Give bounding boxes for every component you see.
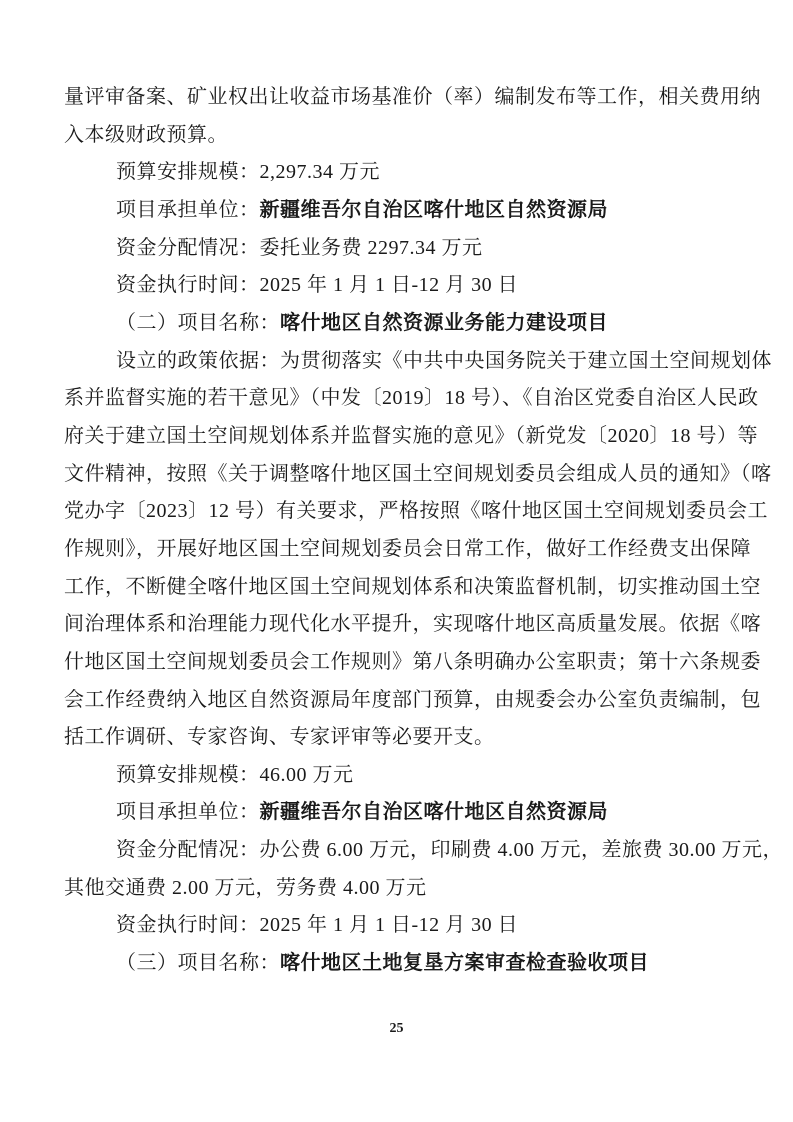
body-text: 量评审备案、矿业权出让收益市场基准价（率）编制发布等工作，相关费用纳 (64, 86, 761, 108)
body-text: 预算安排规模：46.00 万元 (116, 763, 354, 786)
document-body (64, 79, 783, 983)
body-text-line (64, 493, 768, 531)
execution-time-line (64, 907, 712, 945)
project-name-line (64, 305, 712, 343)
fund-allocation-line (64, 230, 712, 268)
body-text: 工作，不断健全喀什地区国土空间规划体系和决策监督机制，切实推动国土空 (64, 575, 761, 598)
body-text: 党办字〔2023〕12 号）有关要求，严格按照《喀什地区国土空间规划委员会工 (64, 500, 768, 523)
body-text: 设立的政策依据：为贯彻落实《中共中央国务院关于建立国土空间规划体 (116, 349, 772, 372)
page-number: 25 (389, 1021, 404, 1036)
body-text-line (64, 719, 712, 757)
body-text: 作规则》，开展好地区国土空间规划委员会日常工作，做好工作经费支出保障 (64, 537, 751, 560)
body-text: 间治理体系和治理能力现代化水平提升，实现喀什地区高质量发展。依据《喀 (64, 613, 761, 636)
body-text-line (64, 606, 761, 644)
fund-allocation-line (64, 832, 783, 870)
body-text: 项目承担单位： (116, 801, 260, 824)
undertaker-line (64, 192, 712, 230)
body-text: 会工作经费纳入地区自然资源局年度部门预算，由规委会办公室负责编制，包 (64, 688, 761, 711)
emphasized-value-text: 新疆维吾尔自治区喀什地区自然资源局 (259, 198, 608, 221)
body-text: 其他交通费 2.00 万元，劳务费 4.00 万元 (64, 876, 427, 899)
budget-scale-line (64, 757, 712, 795)
body-text: 系并监督实施的若干意见》（中发〔2019〕18 号）、《自治区党委自治区人民政 (64, 387, 759, 410)
body-text: 入本级财政预算。 (64, 123, 228, 146)
body-text: 文件精神，按照《关于调整喀什地区国土空间规划委员会组成人员的通知》（喀 (64, 462, 772, 485)
project-name-line (64, 945, 712, 983)
body-text-line (64, 456, 772, 494)
body-text: 括工作调研、专家咨询、专家评审等必要开支。 (64, 726, 495, 749)
body-text: 项目承担单位： (116, 198, 260, 221)
body-text: 资金执行时间：2025 年 1 月 1 日-12 月 30 日 (116, 274, 519, 297)
body-text-line (64, 644, 761, 682)
emphasized-value-text: 喀什地区土地复垦方案审查检查验收项目 (280, 952, 649, 975)
body-text: （二）项目名称： (116, 311, 280, 334)
body-text: 资金执行时间：2025 年 1 月 1 日-12 月 30 日 (116, 914, 519, 937)
body-text: 资金分配情况：委托业务费 2297.34 万元 (116, 236, 483, 259)
body-text: 预算安排规模：2,297.34 万元 (116, 161, 380, 184)
body-text: 资金分配情况：办公费 6.00 万元，印刷费 4.00 万元，差旅费 30.00 万元， (116, 839, 783, 862)
body-text: 府关于建立国土空间规划体系并监督实施的意见》（新党发〔2020〕18 号）等 (64, 424, 758, 447)
body-text-line (64, 418, 758, 456)
continuation-line (64, 870, 712, 908)
body-text: 什地区国土空间规划委员会工作规则》第八条明确办公室职责；第十六条规委 (64, 650, 761, 673)
body-text-line (64, 117, 712, 155)
budget-scale-line (64, 154, 712, 192)
execution-time-line (64, 267, 712, 305)
body-text-line (64, 79, 761, 117)
body-text: （三）项目名称： (116, 952, 280, 975)
body-text-line (64, 531, 751, 569)
undertaker-line (64, 794, 712, 832)
body-text-line (64, 569, 761, 607)
emphasized-value-text: 喀什地区自然资源业务能力建设项目 (280, 311, 608, 334)
emphasized-value-text: 新疆维吾尔自治区喀什地区自然资源局 (259, 801, 608, 824)
policy-basis-line (64, 343, 772, 381)
body-text-line (64, 682, 761, 720)
body-text-line (64, 380, 759, 418)
